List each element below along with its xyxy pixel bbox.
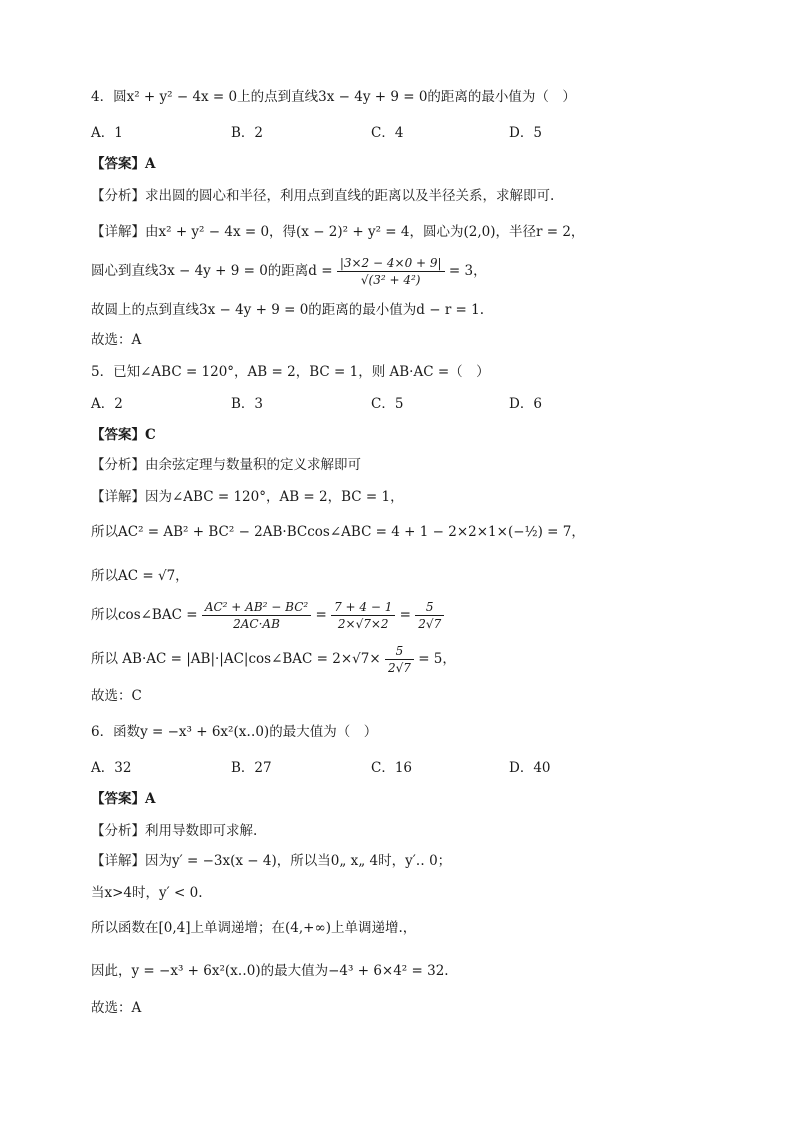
q6-option-c: C．16: [371, 760, 413, 776]
q6-detail-4: 因此，y = −x³ + 6x²(x‥0)的最大值为−4³ + 6×4² = 32.: [91, 963, 449, 979]
q5-detail-5-pre: 所以 AB·AC = |AB|·|AC|cos∠BAC = 2×√7×: [91, 651, 381, 667]
q6-detail-1: 【详解】因为y′ = −3x(x − 4)，所以当0„ x„ 4时，y′‥ 0；: [91, 853, 452, 869]
q4-option-d: D．5: [509, 125, 542, 141]
q4-detail-2-post: = 3，: [448, 263, 487, 279]
q6-option-d: D．40: [509, 760, 551, 776]
q5-stem: 5．已知∠ABC = 120°，AB = 2，BC = 1，则 AB·AC =（ ）: [91, 364, 490, 380]
dot-numerator: 5: [385, 643, 414, 660]
q6-choose: 故选：A: [91, 1000, 142, 1016]
q4-detail-3: 故圆上的点到直线3x − 4y + 9 = 0的距离的最小值为d − r = 1.: [91, 302, 485, 318]
q6-answer: 【答案】A: [91, 791, 156, 807]
q5-detail-5-post: = 5，: [418, 651, 456, 667]
q4-choose: 故选：A: [91, 332, 142, 348]
cos-numerator-3: 5: [415, 599, 444, 616]
equals-sign: =: [399, 607, 411, 623]
distance-denominator: √(3² + 4²): [360, 273, 421, 287]
q4-option-b: B．2: [231, 125, 264, 141]
q6-detail-3: 所以函数在[0,4]上单调递增；在(4,+∞)上单调递增.，: [91, 920, 417, 936]
distance-fraction: [337, 255, 445, 288]
q6-analysis: 【分析】利用导数即可求解.: [91, 823, 258, 839]
q4-detail-2: [91, 254, 487, 288]
cos-denominator-3: 2√7: [418, 617, 442, 631]
q4-stem: 4．圆x² + y² − 4x = 0上的点到直线3x − 4y + 9 = 0的距离的最小值为（ ）: [91, 89, 576, 105]
q5-option-d: D．6: [509, 396, 542, 412]
q5-option-c: C．5: [371, 396, 404, 412]
cos-numerator-2: 7 + 4 − 1: [331, 599, 395, 616]
cos-fraction-1: [202, 599, 311, 632]
q5-detail-4-pre: 所以cos∠BAC =: [91, 607, 198, 623]
q6-option-b: B．27: [231, 760, 272, 776]
cos-denominator-2: 2×√7×2: [337, 617, 389, 631]
dot-fraction: [385, 643, 414, 676]
q5-option-a: A．2: [91, 396, 123, 412]
q4-answer: 【答案】A: [91, 156, 156, 172]
cos-denominator-1: 2AC·AB: [233, 617, 280, 631]
q6-detail-2: 当x>4时，y′ < 0.: [91, 885, 203, 901]
cos-fraction-3: [415, 599, 444, 632]
equals-sign: =: [315, 607, 327, 623]
cos-numerator-1: AC² + AB² − BC²: [202, 599, 311, 616]
q5-detail-1: 【详解】因为∠ABC = 120°，AB = 2，BC = 1，: [91, 489, 404, 505]
q6-stem: 6．函数y = −x³ + 6x²(x‥0)的最大值为（ ）: [91, 724, 378, 740]
q4-detail-1: 【详解】由x² + y² − 4x = 0，得(x − 2)² + y² = 4，圆心为(2,0)，半径r = 2，: [91, 224, 585, 240]
q4-option-a: A．1: [91, 125, 123, 141]
q4-detail-2-pre: 圆心到直线3x − 4y + 9 = 0的距离d =: [91, 263, 333, 279]
dot-denominator: 2√7: [387, 661, 411, 675]
q5-analysis: 【分析】由余弦定理与数量积的定义求解即可: [91, 457, 361, 473]
q5-answer: 【答案】C: [91, 427, 156, 443]
q5-detail-3: 所以AC = √7，: [91, 568, 189, 584]
q5-detail-2: 所以AC² = AB² + BC² − 2AB·BCcos∠ABC = 4 + 1 − 2×2×1×(−½) = 7，: [91, 524, 585, 540]
q6-option-a: A．32: [91, 760, 132, 776]
q5-detail-4: [91, 598, 444, 632]
q5-choose: 故选：C: [91, 688, 142, 704]
q4-option-c: C．4: [371, 125, 404, 141]
q5-detail-5: [91, 642, 456, 676]
q4-analysis: 【分析】求出圆的圆心和半径，利用点到直线的距离以及半径关系，求解即可.: [91, 188, 555, 204]
cos-fraction-2: [331, 599, 395, 632]
q5-option-b: B．3: [231, 396, 264, 412]
distance-numerator: |3×2 − 4×0 + 9|: [337, 255, 445, 272]
